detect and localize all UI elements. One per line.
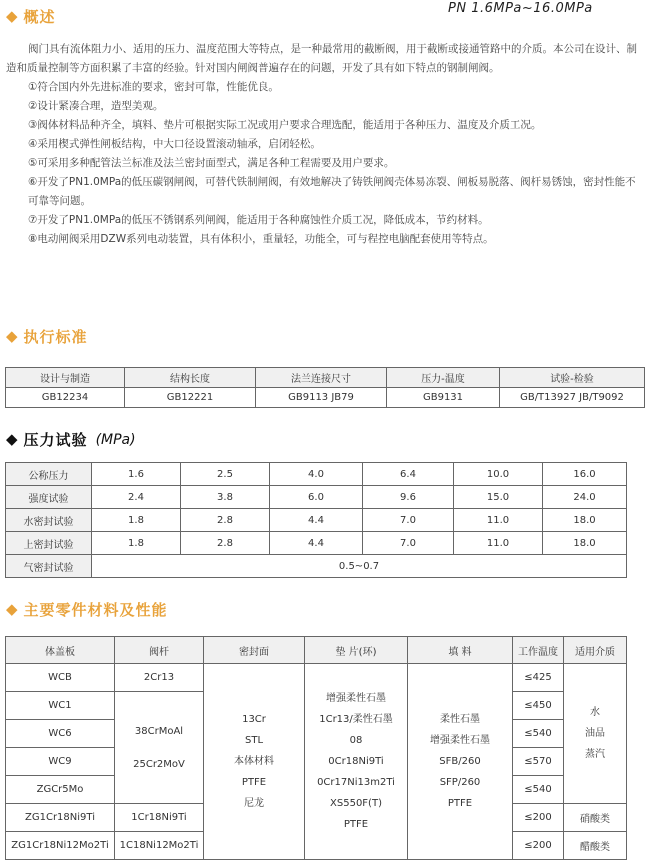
work-temp: ≤540 <box>513 776 564 804</box>
feature-item-6: ⑥开发了PN1.0MPa的低压碳钢闸阀，可替代铁制闸阀，有效地解决了铸铁闸阀壳体易冻裂、闸板易脱落、阀杆易锈蚀，密封性能不可靠等问题。 <box>28 176 636 207</box>
diamond-icon: ◆ <box>6 7 18 25</box>
packing-material: 增强柔性石墨 <box>430 735 490 746</box>
std-value: GB/T13927 JB/T9092 <box>500 388 645 408</box>
pressure-cell: 15.0 <box>454 486 543 509</box>
pressure-row-label: 上密封试验 <box>6 532 92 555</box>
diamond-icon: ◆ <box>6 430 18 448</box>
gasket-material: 08 <box>349 735 363 746</box>
gasket-material: 0Cr18Ni9Ti <box>328 756 384 767</box>
gasket-material: 增强柔性石墨 <box>326 693 386 704</box>
pressure-cell: 2.4 <box>92 486 181 509</box>
pressure-unit: (MPa) <box>95 431 136 448</box>
feature-item-1: ①符合国内外先进标准的要求，密封可靠，性能优良。 <box>28 81 279 93</box>
overview-heading <box>6 6 56 27</box>
packing-material: PTFE <box>447 798 473 809</box>
stem-material: 1Cr18Ni9Ti <box>115 804 204 832</box>
body-material: ZG1Cr18Ni9Ti <box>6 804 115 832</box>
mat-header: 阀杆 <box>115 637 204 664</box>
pressure-row-label: 公称压力 <box>6 463 92 486</box>
pressure-cell: 16.0 <box>543 463 627 486</box>
work-temp: ≤450 <box>513 692 564 720</box>
gasket-material: 1Cr13/柔性石墨 <box>319 714 393 725</box>
pressure-cell: 2.8 <box>181 532 270 555</box>
pressure-cell: 4.4 <box>270 509 363 532</box>
pressure-row-label: 气密封试验 <box>6 555 92 578</box>
seal-material: STL <box>244 735 264 746</box>
pressure-heading <box>6 429 136 450</box>
pressure-cell: 6.0 <box>270 486 363 509</box>
gasket-cell <box>305 664 408 860</box>
std-value: GB12234 <box>6 388 125 408</box>
pressure-cell: 10.0 <box>454 463 543 486</box>
stem-material: 1C18Ni12Mo2Ti <box>115 832 204 860</box>
body-material: WCB <box>6 664 115 692</box>
feature-item-4: ④采用楔式弹性闸板结构，中大口径设置滚动轴承，启闭轻松。 <box>28 138 321 150</box>
feature-item-5: ⑤可采用多种配管法兰标准及法兰密封面型式，满足各种工程需要及用户要求。 <box>28 157 395 169</box>
feature-item-2: ②设计紧凑合理，造型美观。 <box>28 100 164 112</box>
seal-cell <box>204 664 305 860</box>
mat-header: 工作温度 <box>513 637 564 664</box>
media-item: 硝酸类 <box>564 804 627 832</box>
overview-body <box>6 40 646 249</box>
pressure-range: PN 1.6MPa~16.0MPa <box>448 1 593 16</box>
pressure-cell: 2.5 <box>181 463 270 486</box>
mat-header: 垫 片(环) <box>305 637 408 664</box>
feature-item-8: ⑧电动闸阀采用DZW系列电动装置，具有体积小，重量轻，功能全，可与程控电脑配套使用等特点。 <box>28 233 494 245</box>
pressure-row <box>6 555 627 578</box>
pressure-cell: 11.0 <box>454 532 543 555</box>
gasket-material: 0Cr17Ni13m2Ti <box>317 777 395 788</box>
std-header: 压力-温度 <box>387 368 500 388</box>
media-item: 油品 <box>585 728 605 739</box>
seal-material: 本体材料 <box>234 756 274 767</box>
pressure-row <box>6 486 627 509</box>
packing-material: 柔性石墨 <box>440 714 480 725</box>
body-material: WC9 <box>6 748 115 776</box>
pressure-row <box>6 463 627 486</box>
pressure-cell: 6.4 <box>363 463 454 486</box>
standard-heading <box>6 326 88 347</box>
overview-title: 概述 <box>23 8 56 26</box>
seal-material: 13Cr <box>242 714 266 725</box>
mat-header: 填 料 <box>408 637 513 664</box>
mat-header: 密封面 <box>204 637 305 664</box>
seal-material: 尼龙 <box>244 798 264 809</box>
media-item: 醋酸类 <box>564 832 627 860</box>
std-value: GB9131 <box>387 388 500 408</box>
pressure-cell: 7.0 <box>363 532 454 555</box>
pressure-cell: 1.6 <box>92 463 181 486</box>
pressure-cell: 11.0 <box>454 509 543 532</box>
body-material: WC1 <box>6 692 115 720</box>
pressure-cell: 1.8 <box>92 532 181 555</box>
pressure-row-label: 强度试验 <box>6 486 92 509</box>
media-item: 蒸汽 <box>585 749 605 760</box>
standard-title: 执行标准 <box>23 328 88 346</box>
pressure-cell: 2.8 <box>181 509 270 532</box>
pressure-row <box>6 532 627 555</box>
pressure-cell: 3.8 <box>181 486 270 509</box>
pressure-gas-value: 0.5~0.7 <box>92 555 627 578</box>
work-temp: ≤425 <box>513 664 564 692</box>
stem-material: 38CrMoAl <box>134 725 184 737</box>
pressure-cell: 1.8 <box>92 509 181 532</box>
standard-table <box>5 367 645 408</box>
diamond-icon: ◆ <box>6 600 18 618</box>
pressure-cell: 18.0 <box>543 532 627 555</box>
materials-heading <box>6 599 168 620</box>
std-header: 结构长度 <box>125 368 256 388</box>
std-header: 法兰连接尺寸 <box>256 368 387 388</box>
pressure-cell: 4.4 <box>270 532 363 555</box>
stem-cell <box>115 692 204 804</box>
media-item: 水 <box>590 707 600 718</box>
materials-title: 主要零件材料及性能 <box>23 601 168 619</box>
gasket-material: PTFE <box>343 819 369 830</box>
pressure-cell: 9.6 <box>363 486 454 509</box>
packing-material: SFB/260 <box>439 756 481 767</box>
packing-cell <box>408 664 513 860</box>
mat-header: 体盖板 <box>6 637 115 664</box>
gasket-material: XS550F(T) <box>330 798 382 809</box>
body-material: WC6 <box>6 720 115 748</box>
stem-material: 25Cr2MoV <box>133 758 185 770</box>
feature-item-7: ⑦开发了PN1.0MPa的低压不锈钢系列闸阀，能适用于各种腐蚀性介质工况，降低成本，节约材料。 <box>28 214 489 226</box>
materials-table <box>5 636 627 860</box>
feature-item-3: ③阀体材料品种齐全，填料、垫片可根据实际工况或用户要求合理选配，能适用于各种压力、温度及介质工况。 <box>28 119 542 131</box>
pressure-cell: 24.0 <box>543 486 627 509</box>
work-temp: ≤570 <box>513 748 564 776</box>
body-material: ZG1Cr18Ni12Mo2Ti <box>6 832 115 860</box>
pressure-cell: 18.0 <box>543 509 627 532</box>
work-temp: ≤200 <box>513 804 564 832</box>
work-temp: ≤540 <box>513 720 564 748</box>
body-material: ZGCr5Mo <box>6 776 115 804</box>
pressure-cell: 7.0 <box>363 509 454 532</box>
pressure-table <box>5 462 627 578</box>
work-temp: ≤200 <box>513 832 564 860</box>
pressure-row-label: 水密封试验 <box>6 509 92 532</box>
overview-intro: 阀门具有流体阻力小、适用的压力、温度范围大等特点，是一种最常用的截断阀，用于截断或接通管路中的介质。本公司在设计、制造和质量控制等方面积累了丰富的经验。针对国内闸阀普遍存在的问题，开发了具有如下特点的钢制闸阀。 <box>6 43 637 74</box>
std-header: 设计与制造 <box>6 368 125 388</box>
seal-material: PTFE <box>241 777 267 788</box>
media-cell <box>564 664 627 804</box>
diamond-icon: ◆ <box>6 327 18 345</box>
pressure-title: 压力试验 <box>23 431 88 449</box>
std-value: GB9113 JB79 <box>256 388 387 408</box>
pressure-row <box>6 509 627 532</box>
std-header: 试验-检验 <box>500 368 645 388</box>
mat-header: 适用介质 <box>564 637 627 664</box>
stem-material: 2Cr13 <box>115 664 204 692</box>
pressure-cell: 4.0 <box>270 463 363 486</box>
packing-material: SFP/260 <box>439 777 481 788</box>
std-value: GB12221 <box>125 388 256 408</box>
